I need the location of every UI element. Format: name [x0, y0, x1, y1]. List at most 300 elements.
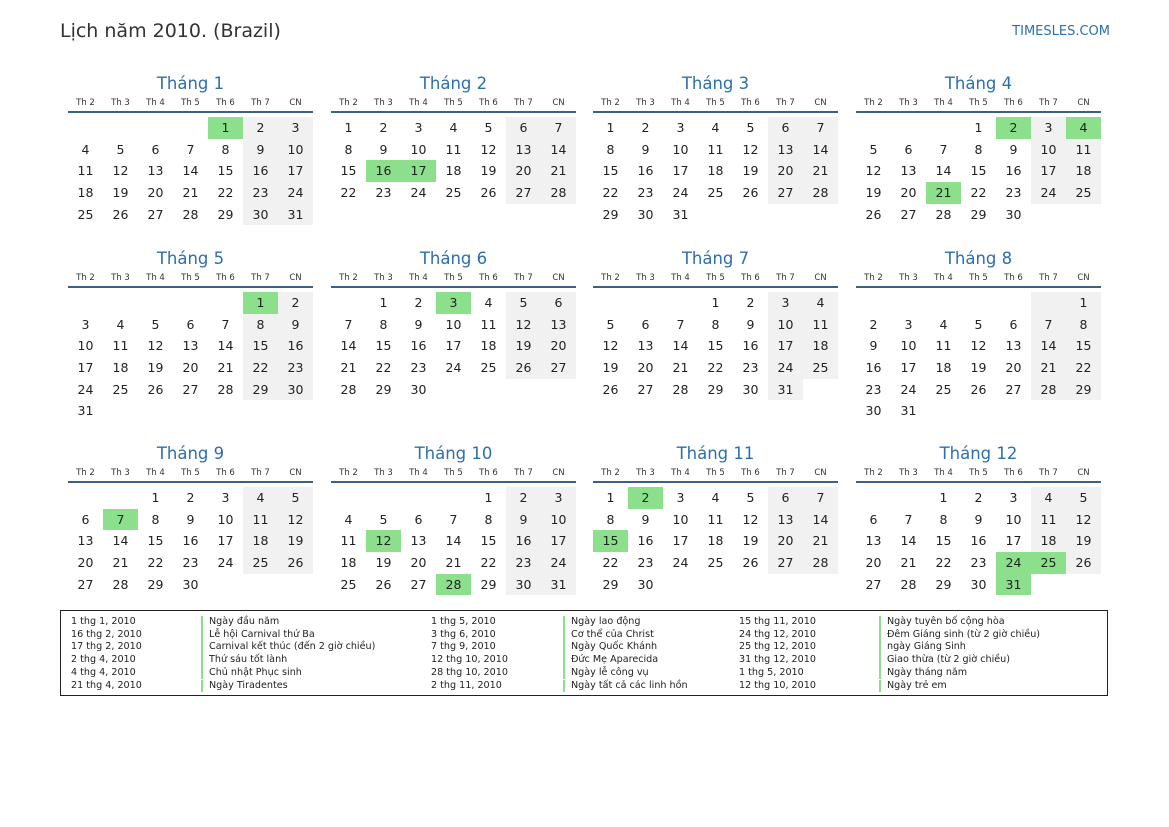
day-cell: 5: [746, 120, 755, 135]
day-cell: 23: [506, 552, 541, 574]
day-cell: 6: [151, 141, 160, 157]
empty-cell: [803, 204, 838, 226]
day-cell: 15: [243, 335, 278, 357]
day-cell: 18: [1031, 530, 1066, 552]
empty-cell: [366, 487, 401, 509]
day-cell: 14: [217, 338, 234, 354]
day-cell: 24: [672, 555, 689, 571]
weekday-header: Th 5: [436, 97, 471, 113]
day-cell: 11: [445, 141, 462, 157]
empty-cell: [1066, 400, 1101, 422]
weekday-header: Th 2: [68, 467, 103, 483]
weekday-header: Th 4: [401, 467, 436, 483]
day-cell: 14: [803, 139, 838, 161]
day-cell: 2: [628, 487, 663, 509]
weekday-header: Th 6: [471, 97, 506, 113]
day-cell: 29: [707, 381, 724, 397]
day-cell: 5: [379, 511, 388, 527]
day-cell: 21: [182, 185, 199, 201]
day-cell: 19: [865, 185, 882, 201]
day-cell: 22: [147, 555, 164, 571]
day-cell: 23: [970, 555, 987, 571]
weekday-header: Th 7: [243, 97, 278, 113]
day-cell: 30: [1005, 206, 1022, 222]
day-cell: 14: [541, 139, 576, 161]
weekday-header: Th 4: [926, 97, 961, 113]
legend-holiday-name: Ngày Tiradentes: [201, 680, 288, 693]
day-cell: 27: [506, 182, 541, 204]
empty-cell: [961, 292, 996, 314]
day-cell: 29: [243, 379, 278, 401]
day-cell: 23: [637, 555, 654, 571]
day-cell: 25: [707, 555, 724, 571]
day-cell: 31: [672, 206, 689, 222]
day-cell: 4: [711, 120, 720, 135]
day-cell: 26: [742, 555, 759, 571]
weekday-header: Th 6: [996, 272, 1031, 288]
day-cell: 25: [707, 185, 724, 201]
day-cell: 1: [484, 490, 493, 505]
day-cell: 9: [379, 141, 388, 157]
weekday-header: Th 5: [698, 272, 733, 288]
legend-date: 1 thg 5, 2010: [431, 616, 496, 627]
day-cell: 20: [410, 555, 427, 571]
day-cell: 15: [935, 533, 952, 549]
day-cell: 9: [278, 314, 313, 336]
day-cell: 23: [243, 182, 278, 204]
day-cell: 19: [742, 533, 759, 549]
day-cell: 16: [865, 360, 882, 376]
month-grid: [68, 97, 313, 225]
weekday-header: CN: [541, 272, 576, 288]
weekday-header: Th 7: [506, 467, 541, 483]
day-cell: 25: [77, 206, 94, 222]
day-cell: 21: [217, 360, 234, 376]
day-cell: 25: [243, 552, 278, 574]
weekday-header: Th 5: [961, 97, 996, 113]
day-cell: 27: [147, 206, 164, 222]
day-cell: 22: [602, 185, 619, 201]
brand-link[interactable]: TIMESLES.COM: [1012, 24, 1110, 39]
day-cell: 16: [278, 335, 313, 357]
day-cell: 13: [768, 139, 803, 161]
weekday-header: Th 4: [138, 272, 173, 288]
month-grid: [856, 467, 1101, 595]
day-cell: 15: [707, 338, 724, 354]
month-grid: [856, 97, 1101, 225]
month-grid: [331, 97, 576, 204]
month-grid: [331, 272, 576, 400]
day-cell: 4: [243, 487, 278, 509]
weekday-header: Th 2: [593, 272, 628, 288]
empty-cell: [1031, 574, 1066, 596]
day-cell: 12: [366, 530, 401, 552]
weekday-header: Th 4: [663, 467, 698, 483]
empty-cell: [103, 400, 138, 422]
day-cell: 22: [375, 360, 392, 376]
day-cell: 10: [672, 511, 689, 527]
day-cell: 16: [410, 338, 427, 354]
day-cell: 18: [112, 360, 129, 376]
empty-cell: [173, 292, 208, 314]
day-cell: 17: [1031, 160, 1066, 182]
day-cell: 14: [1031, 335, 1066, 357]
day-cell: 10: [900, 338, 917, 354]
empty-cell: [68, 292, 103, 314]
day-cell: 17: [217, 533, 234, 549]
day-cell: 2: [186, 490, 195, 505]
empty-cell: [331, 292, 366, 314]
day-cell: 2: [996, 117, 1031, 139]
day-cell: 31: [900, 403, 917, 419]
legend-holiday-name: Ngày đầu năm: [201, 616, 279, 629]
weekday-header: Th 2: [331, 272, 366, 288]
day-cell: 6: [768, 487, 803, 509]
empty-cell: [733, 574, 768, 596]
empty-cell: [506, 379, 541, 401]
day-cell: 31: [541, 574, 576, 596]
day-cell: 23: [375, 185, 392, 201]
day-cell: 28: [935, 206, 952, 222]
day-cell: 20: [768, 160, 803, 182]
legend-date: 15 thg 11, 2010: [739, 616, 816, 627]
weekday-header: Th 5: [173, 467, 208, 483]
day-cell: 16: [637, 163, 654, 179]
weekday-header: Th 3: [366, 97, 401, 113]
day-cell: 27: [865, 576, 882, 592]
legend-date: 12 thg 10, 2010: [431, 654, 508, 666]
weekday-header: Th 3: [891, 272, 926, 288]
month-block: [593, 248, 838, 400]
weekday-header: CN: [803, 467, 838, 483]
empty-cell: [628, 292, 663, 314]
day-cell: 15: [970, 163, 987, 179]
day-cell: 15: [593, 530, 628, 552]
empty-cell: [856, 487, 891, 509]
day-cell: 30: [243, 204, 278, 226]
empty-cell: [1031, 204, 1066, 226]
day-cell: 12: [480, 141, 497, 157]
weekday-header: CN: [1066, 272, 1101, 288]
day-cell: 31: [996, 574, 1031, 596]
day-cell: 2: [379, 120, 388, 135]
month-block: [856, 248, 1101, 422]
day-cell: 19: [602, 360, 619, 376]
day-cell: 8: [1066, 314, 1101, 336]
day-cell: 22: [970, 185, 987, 201]
weekday-header: Th 6: [471, 272, 506, 288]
day-cell: 13: [541, 314, 576, 336]
day-cell: 27: [1005, 381, 1022, 397]
empty-cell: [698, 574, 733, 596]
day-cell: 14: [445, 533, 462, 549]
day-cell: 24: [278, 182, 313, 204]
day-cell: 17: [1005, 533, 1022, 549]
day-cell: 9: [869, 338, 878, 354]
day-cell: 14: [182, 163, 199, 179]
month-grid: [68, 272, 313, 422]
day-cell: 2: [974, 490, 983, 505]
empty-cell: [996, 400, 1031, 422]
day-cell: 22: [243, 357, 278, 379]
day-cell: 26: [112, 206, 129, 222]
day-cell: 12: [742, 511, 759, 527]
day-cell: 30: [970, 576, 987, 592]
empty-cell: [208, 292, 243, 314]
day-cell: 7: [803, 117, 838, 139]
day-cell: 4: [484, 295, 493, 310]
day-cell: 2: [746, 295, 755, 310]
empty-cell: [768, 204, 803, 226]
day-cell: 1: [974, 120, 983, 135]
day-cell: 12: [278, 509, 313, 531]
empty-cell: [331, 487, 366, 509]
empty-cell: [103, 292, 138, 314]
day-cell: 7: [904, 511, 913, 527]
day-cell: 6: [81, 511, 90, 527]
day-cell: 7: [676, 316, 685, 332]
day-cell: 27: [77, 576, 94, 592]
day-cell: 5: [869, 141, 878, 157]
month-name: Tháng 4: [944, 74, 1013, 93]
holiday-legend: [60, 610, 1108, 696]
day-cell: 20: [637, 360, 654, 376]
day-cell: 19: [506, 335, 541, 357]
day-cell: 4: [711, 490, 720, 505]
page-title: Lịch năm 2010. (Brazil): [60, 20, 281, 42]
day-cell: 3: [1031, 117, 1066, 139]
weekday-header: Th 6: [208, 272, 243, 288]
day-cell: 24: [768, 357, 803, 379]
weekday-header: Th 5: [173, 272, 208, 288]
day-cell: 23: [742, 360, 759, 376]
day-cell: 11: [1066, 139, 1101, 161]
empty-cell: [68, 487, 103, 509]
day-cell: 1: [151, 490, 160, 505]
month-block: [856, 73, 1101, 225]
day-cell: 9: [974, 511, 983, 527]
day-cell: 30: [410, 381, 427, 397]
empty-cell: [541, 379, 576, 401]
day-cell: 17: [672, 533, 689, 549]
day-cell: 30: [278, 379, 313, 401]
day-cell: 18: [803, 335, 838, 357]
day-cell: 24: [217, 555, 234, 571]
empty-cell: [663, 574, 698, 596]
day-cell: 12: [112, 163, 129, 179]
day-cell: 31: [768, 379, 803, 401]
day-cell: 14: [112, 533, 129, 549]
day-cell: 20: [900, 185, 917, 201]
empty-cell: [173, 400, 208, 422]
day-cell: 19: [147, 360, 164, 376]
weekday-header: CN: [278, 272, 313, 288]
day-cell: 8: [606, 511, 615, 527]
empty-cell: [1031, 292, 1066, 314]
day-cell: 27: [541, 357, 576, 379]
weekday-header: Th 6: [208, 97, 243, 113]
legend-holiday-name: Carnival kết thúc (đến 2 giờ chiều): [201, 641, 375, 654]
empty-cell: [243, 400, 278, 422]
day-cell: 23: [410, 360, 427, 376]
day-cell: 18: [340, 555, 357, 571]
weekday-header: Th 3: [103, 97, 138, 113]
day-cell: 5: [116, 141, 125, 157]
day-cell: 25: [935, 381, 952, 397]
day-cell: 17: [900, 360, 917, 376]
empty-cell: [1066, 574, 1101, 596]
day-cell: 6: [869, 511, 878, 527]
day-cell: 16: [506, 530, 541, 552]
weekday-header: CN: [803, 272, 838, 288]
day-cell: 11: [935, 338, 952, 354]
day-cell: 19: [1066, 530, 1101, 552]
day-cell: 9: [641, 511, 650, 527]
day-cell: 17: [672, 163, 689, 179]
month-name: Tháng 8: [944, 249, 1013, 268]
day-cell: 24: [672, 185, 689, 201]
day-cell: 18: [243, 530, 278, 552]
day-cell: 19: [278, 530, 313, 552]
day-cell: 18: [935, 360, 952, 376]
empty-cell: [173, 117, 208, 139]
day-cell: 24: [410, 185, 427, 201]
day-cell: 11: [243, 509, 278, 531]
day-cell: 10: [541, 509, 576, 531]
day-cell: 8: [606, 141, 615, 157]
weekday-header: Th 2: [331, 97, 366, 113]
empty-cell: [961, 400, 996, 422]
empty-cell: [996, 292, 1031, 314]
empty-cell: [768, 574, 803, 596]
day-cell: 20: [541, 335, 576, 357]
day-cell: 25: [445, 185, 462, 201]
empty-cell: [436, 379, 471, 401]
day-cell: 25: [1031, 552, 1066, 574]
weekday-header: Th 7: [768, 272, 803, 288]
day-cell: 2: [869, 316, 878, 332]
day-cell: 11: [77, 163, 94, 179]
day-cell: 22: [602, 555, 619, 571]
day-cell: 16: [182, 533, 199, 549]
month-block: [331, 248, 576, 400]
day-cell: 5: [606, 316, 615, 332]
empty-cell: [401, 487, 436, 509]
weekday-header: Th 6: [733, 272, 768, 288]
day-cell: 15: [375, 338, 392, 354]
day-cell: 26: [278, 552, 313, 574]
day-cell: 16: [366, 160, 401, 182]
weekday-header: Th 7: [243, 272, 278, 288]
month-block: [856, 443, 1101, 595]
day-cell: 21: [112, 555, 129, 571]
legend-date: 21 thg 4, 2010: [71, 679, 142, 691]
day-cell: 10: [1031, 139, 1066, 161]
day-cell: 27: [410, 576, 427, 592]
weekday-header: Th 7: [243, 467, 278, 483]
day-cell: 30: [865, 403, 882, 419]
day-cell: 23: [1005, 185, 1022, 201]
month-name: Tháng 9: [156, 444, 225, 463]
weekday-header: CN: [541, 97, 576, 113]
empty-cell: [891, 117, 926, 139]
day-cell: 29: [217, 206, 234, 222]
day-cell: 4: [803, 292, 838, 314]
day-cell: 6: [904, 141, 913, 157]
month-grid: [593, 97, 838, 225]
weekday-header: Th 5: [961, 272, 996, 288]
day-cell: 12: [1066, 509, 1101, 531]
weekday-header: Th 7: [768, 467, 803, 483]
day-cell: 28: [900, 576, 917, 592]
day-cell: 10: [1005, 511, 1022, 527]
day-cell: 21: [340, 360, 357, 376]
day-cell: 28: [436, 574, 471, 596]
empty-cell: [138, 292, 173, 314]
day-cell: 29: [935, 576, 952, 592]
day-cell: 21: [803, 530, 838, 552]
weekday-header: Th 4: [663, 272, 698, 288]
empty-cell: [663, 292, 698, 314]
day-cell: 31: [77, 403, 94, 419]
empty-cell: [856, 292, 891, 314]
day-cell: 24: [900, 381, 917, 397]
day-cell: 28: [182, 206, 199, 222]
day-cell: 23: [865, 381, 882, 397]
day-cell: 12: [970, 338, 987, 354]
day-cell: 14: [900, 533, 917, 549]
day-cell: 29: [480, 576, 497, 592]
day-cell: 1: [243, 292, 278, 314]
day-cell: 30: [182, 576, 199, 592]
weekday-header: Th 5: [698, 467, 733, 483]
legend-holiday-name: Lễ hội Carnival thứ Ba: [201, 629, 315, 642]
day-cell: 13: [77, 533, 94, 549]
empty-cell: [243, 574, 278, 596]
weekday-header: Th 2: [856, 272, 891, 288]
legend-date: 1 thg 5, 2010: [739, 666, 804, 678]
day-cell: 20: [768, 530, 803, 552]
day-cell: 28: [112, 576, 129, 592]
empty-cell: [733, 204, 768, 226]
day-cell: 6: [768, 117, 803, 139]
day-cell: 4: [449, 120, 458, 135]
day-cell: 1: [711, 295, 720, 310]
weekday-header: Th 2: [856, 97, 891, 113]
day-cell: 2: [278, 292, 313, 314]
legend-holiday-name: Thứ sáu tốt lành: [201, 654, 287, 667]
day-cell: 3: [676, 120, 685, 135]
weekday-header: Th 5: [698, 97, 733, 113]
day-cell: 9: [746, 316, 755, 332]
day-cell: 13: [1005, 338, 1022, 354]
weekday-header: Th 7: [1031, 467, 1066, 483]
weekday-header: Th 3: [103, 467, 138, 483]
day-cell: 26: [147, 381, 164, 397]
day-cell: 17: [77, 360, 94, 376]
month-name: Tháng 1: [156, 74, 225, 93]
empty-cell: [891, 487, 926, 509]
day-cell: 26: [865, 206, 882, 222]
day-cell: 21: [541, 160, 576, 182]
weekday-header: Th 6: [996, 467, 1031, 483]
month-name: Tháng 2: [419, 74, 488, 93]
month-grid: [593, 467, 838, 595]
day-cell: 3: [768, 292, 803, 314]
day-cell: 3: [221, 490, 230, 505]
day-cell: 1: [939, 490, 948, 505]
day-cell: 24: [1031, 182, 1066, 204]
